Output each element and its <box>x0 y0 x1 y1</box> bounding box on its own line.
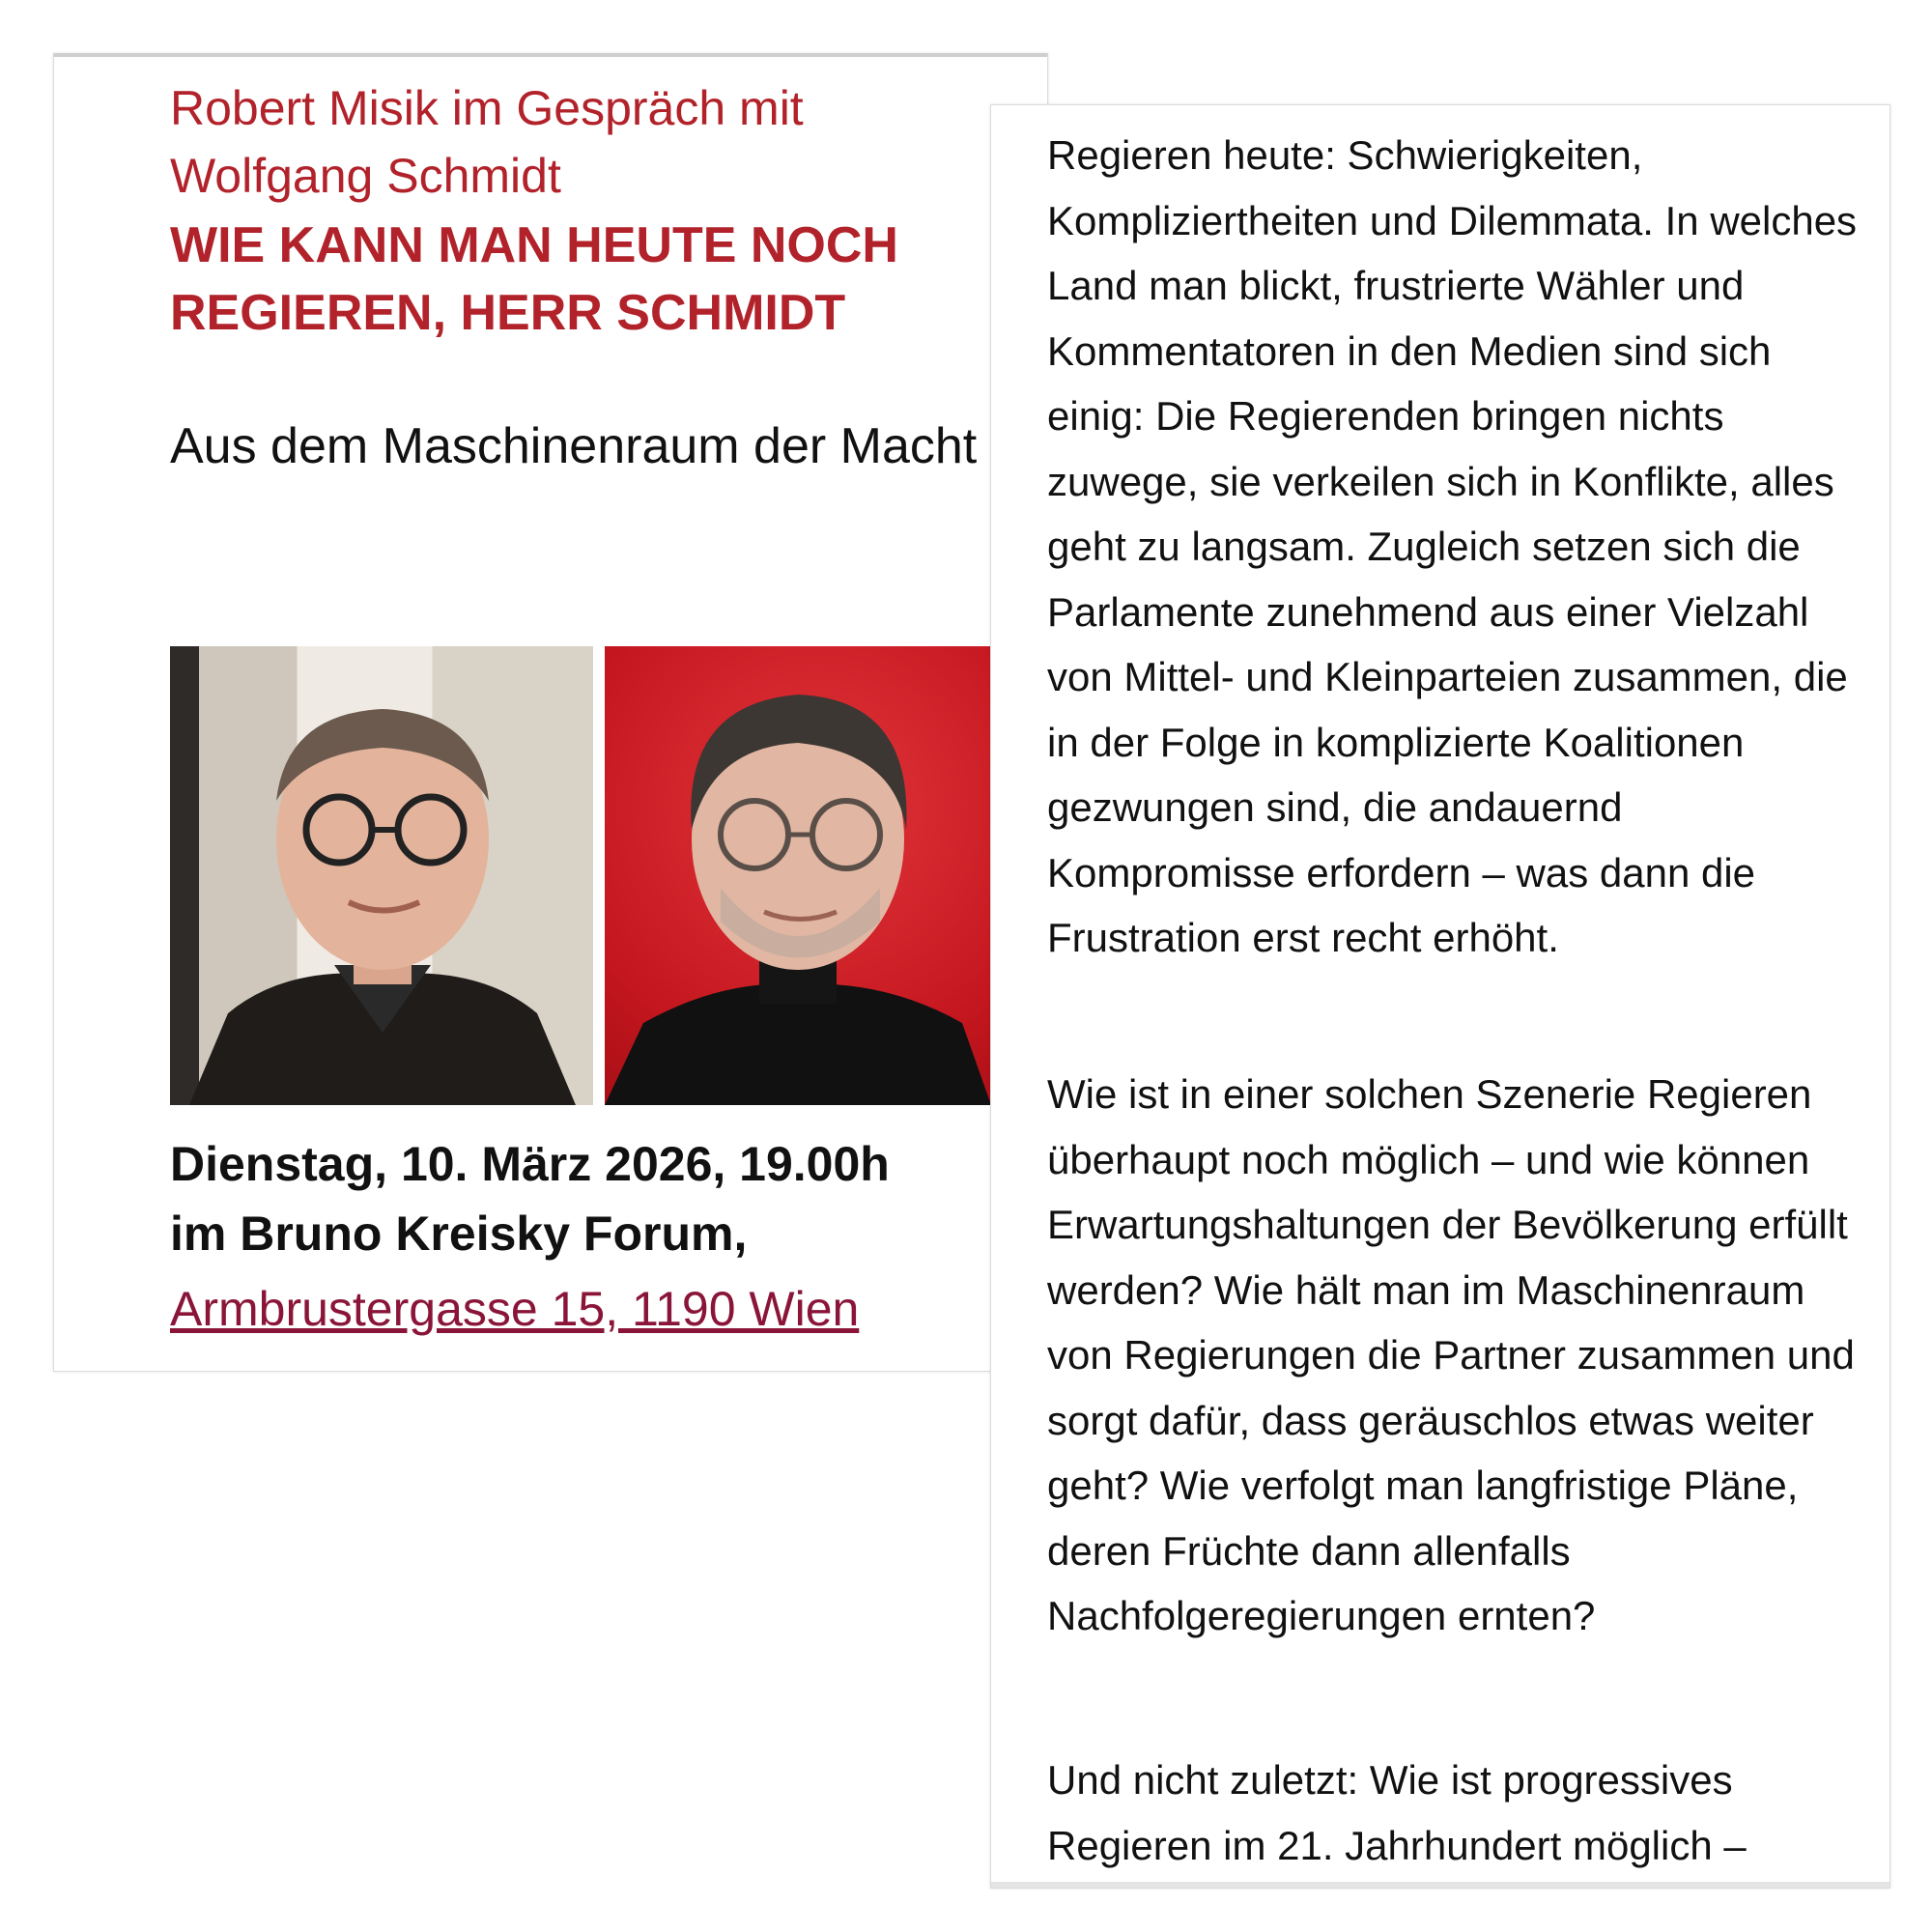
description-paragraph: Wie ist in einer solchen Szenerie Regieren überhaupt noch möglich – und wie können Erwartungshaltungen der Bevölkerung erfüllt werden? Wie hält man im Maschinenraum von Regierungen die Partner zusammen und sorgt dafür, dass geräuschlos etwas weiter geht? Wie verfolgt man langfristige Pläne, deren Früchte dann allenfalls Nachfolgeregierungen ernten? <box>1047 1071 1855 1638</box>
portrait-image <box>170 646 593 1105</box>
event-title: WIE KANN MAN HEUTE NOCH REGIEREN, HERR SCHMIDT <box>170 217 898 341</box>
description-paragraph: Und nicht zuletzt: Wie ist progressives Regieren im 21. Jahrhundert möglich – <box>1047 1757 1747 1868</box>
photo-robert-misik <box>170 646 593 1105</box>
event-date-time: Dienstag, 10. März 2026, 19.00h <box>170 1137 890 1191</box>
description-card <box>990 104 1890 1889</box>
photo-wolfgang-schmidt <box>605 646 991 1105</box>
event-venue: im Bruno Kreisky Forum, <box>170 1207 748 1261</box>
event-subtitle: Aus dem Maschinenraum der Macht <box>170 418 978 474</box>
portrait-image <box>605 646 991 1105</box>
event-date <box>170 1129 1039 1268</box>
card-bottom-edge <box>991 1882 1889 1888</box>
event-address-link[interactable]: Armbrustergasse 15, 1190 Wien <box>170 1282 860 1336</box>
event-kicker: Robert Misik im Gespräch mit Wolfgang Schmidt <box>170 81 804 203</box>
event-card <box>53 53 1048 1372</box>
description-paragraph: Regieren heute: Schwierigkeiten, Kompliziertheiten und Dilemmata. In welches Land man blickt, frustrierte Wähler und Kommentatoren in den Medien sind sich einig: Die Regierenden bringen nichts zuwege, sie verkeilen sich in Konflikte, alles geht zu langsam. Zugleich setzen sich die Parlamente zunehmend aus einer Vielzahl von Mittel- und Kleinparteien zusammen, die in der Folge in komplizierte Koalitionen gezwungen sind, die andauernd Kompromisse erfordern – was dann die Frustration erst recht erhöht. <box>1047 132 1858 960</box>
